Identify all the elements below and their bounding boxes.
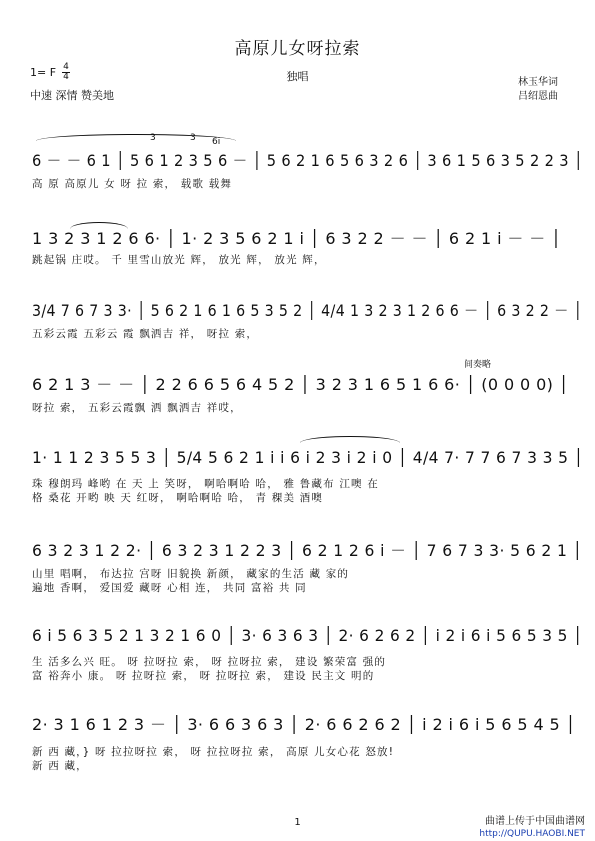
lyrics-line-8a: 新 西 藏，} 呀 拉拉呀拉 索， 呀 拉拉呀拉 索， 高原 儿女心花 怒放!: [32, 746, 395, 758]
grace-note-mark: 6i: [212, 137, 221, 147]
notation-line-5: 1· 1 1 2 3 5 5 3 │ 5/4 5 6 2 1 i i 6 i 2 3 i 2 i 0 │ 4/4 7· 7 7 6 7 3 3 5 │: [32, 448, 584, 467]
triplet-mark: 3: [150, 133, 156, 143]
lyrics-line-7b: 富 裕奔小 康。 呀 拉呀拉 索， 呀 拉呀拉 索， 建设 民主文 明的: [32, 670, 375, 682]
page-number: 1: [294, 817, 301, 828]
site-name: 曲谱上传于中国曲谱网: [485, 816, 585, 827]
site-watermark: [479, 816, 585, 840]
notation-line-6: 6 3 2 3 1 2 2· │ 6 3 2 3 1 2 2 3 │ 6 2 1 2 6 i － │ 7 6 7 3 3· 5 6 2 1 │: [32, 541, 583, 560]
lyrics-line-4: 呀拉 索， 五彩云霞飘 洒 飘洒吉 祥哎，: [32, 402, 242, 414]
lyrics-line-6a: 山里 唱啊， 布达拉 宫呀 旧貌换 新颜， 藏家的生活 藏 家的: [32, 568, 350, 580]
credits: [518, 76, 558, 104]
slur: [300, 436, 400, 443]
notation-line-7: 6 i 5 6 3 5 2 1 3 2 1 6 0 │ 3· 6 3 6 3 │ 2· 6 2 6 2 │ i 2 i 6 i 5 6 5 3 5 │: [32, 626, 583, 645]
lyrics-line-5b: 格 桑花 开哟 映 天 红呀， 啊哈啊哈 哈， 青 稞美 酒噢: [32, 492, 324, 504]
lyricist: 林玉华词: [518, 77, 558, 88]
tempo-marking: 中速 深情 赞美地: [30, 89, 114, 102]
lyrics-line-5a: 珠 穆朗玛 峰哟 在 天 上 笑呀， 啊哈啊哈 哈， 雅 鲁藏布 江噢 在: [32, 478, 379, 490]
song-title: 高原儿女呀拉索: [234, 39, 361, 59]
time-signature-top: 4: [63, 62, 69, 72]
notation-line-1: 6 － － 6 1 │ 5 6 1 2 3 5 6 － │ 5 6 2 1 6 5 6 3 2 6 │ 3 6 1 5 6 3 5 2 2 3 │: [32, 151, 584, 170]
lyrics-line-1: 高 原 高原儿 女 呀 拉 索， 载歌 载舞: [32, 178, 233, 190]
performance-type: 独唱: [286, 70, 309, 83]
composer: 吕绍恩曲: [518, 91, 558, 102]
lyrics-line-6b: 遍地 香啊， 爱国爱 藏呀 心相 连， 共同 富裕 共 同: [32, 582, 307, 594]
key-signature: 1= F: [30, 66, 57, 79]
lyrics-line-2: 跳起锅 庄哎。 千 里雪山放光 辉， 放光 辉， 放光 辉，: [32, 254, 326, 266]
triplet-mark: 3: [190, 133, 196, 143]
time-signature-bottom: 4: [63, 72, 69, 82]
interlude-note: 间奏略: [464, 360, 492, 370]
notation-line-4: 6 2 1 3 － － │ 2 2 6 6 5 6 4 5 2 │ 3 2 3 1 6 5 1 6 6· │ (0 0 0 0) │: [32, 375, 569, 394]
notation-line-3: 3/4 7 6 7 3 3· │ 5 6 2 1 6 1 6 5 3 5 2 │ 4/4 1 3 2 3 1 2 6 6 － │ 6 3 2 2 － │: [32, 301, 583, 320]
notation-line-8: 2· 3 1 6 1 2 3 － │ 3· 6 6 3 6 3 │ 2· 6 6 2 6 2 │ i 2 i 6 i 5 6 5 4 5 │: [32, 715, 576, 734]
lyrics-line-8b: 新 西 藏，: [32, 760, 88, 772]
notation-line-2: 1 3 2 3 1 2 6 6· │ 1· 2 3 5 6 2 1 i │ 6 3 2 2 － － │ 6 2 1 i － － │: [32, 229, 562, 248]
lyrics-line-3: 五彩云霞 五彩云 霞 飘洒吉 祥， 呀拉 索，: [32, 328, 259, 340]
lyrics-line-7a: 生 活多么兴 旺。 呀 拉呀拉 索， 呀 拉呀拉 索， 建设 繁荣富 强的: [32, 656, 387, 668]
site-url: http://QUPU.HAOBI.NET: [479, 829, 585, 839]
phrase-slur: [36, 134, 236, 141]
